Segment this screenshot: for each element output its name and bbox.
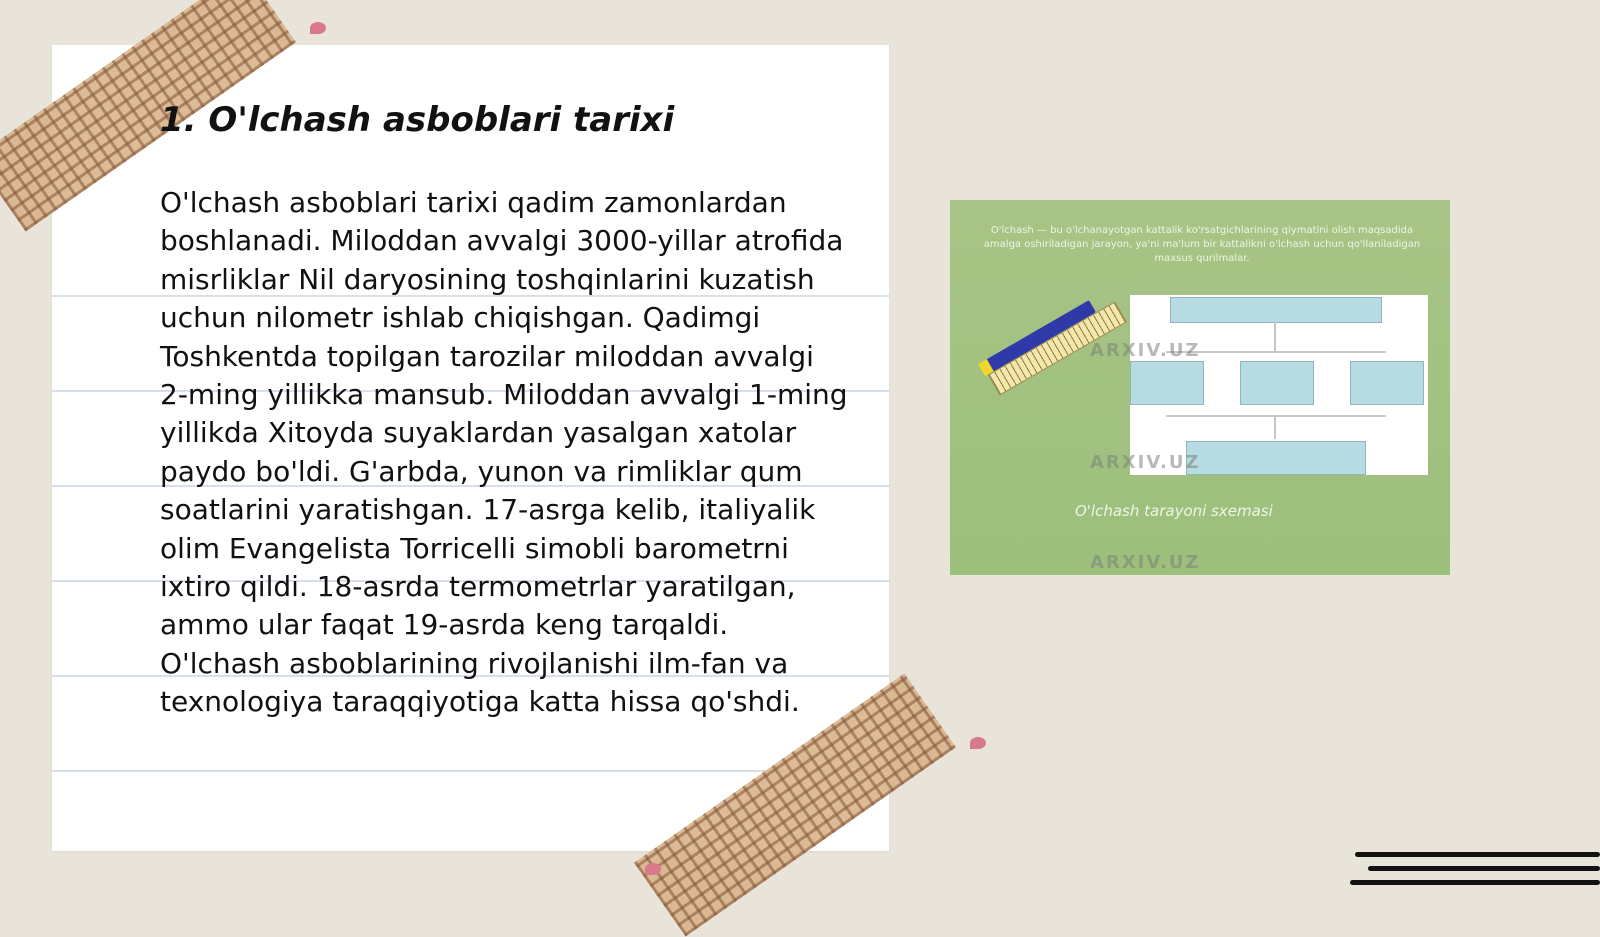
diagram-box bbox=[1130, 361, 1204, 405]
diagram-image bbox=[950, 200, 1450, 575]
diagram-box bbox=[1170, 297, 1382, 323]
process-diagram bbox=[1130, 295, 1428, 475]
pin-decoration bbox=[645, 863, 661, 875]
image-caption: O'lchash tarayoni sxemasi bbox=[1075, 502, 1273, 520]
watermark-text: ARXIV.UZ bbox=[1090, 552, 1201, 573]
brush-strokes-decoration bbox=[1350, 852, 1600, 892]
pin-decoration bbox=[970, 737, 986, 749]
watermark-text: ARXIV.UZ bbox=[1090, 340, 1201, 361]
slide-body-text: O'lchash asboblari tarixi qadim zamonlardan boshlanadi. Miloddan avvalgi 3000-yillar atrofida misrliklar Nil daryosining toshqinlarini kuzatish uchun nilometr ishlab chiqishgan. Qadimgi Toshkentda topilgan tarozilar miloddan avvalgi 2-ming yillikka mansub. Miloddan avvalgi 1-ming yillikda Xitoyda suyaklardan yasalgan xatolar paydo bo'ldi. G'arbda, yunon va rimliklar qum soatlarini yaratishgan. 17-asrga kelib, italiyalik olim Evangelista Torricelli simobli barometrni ixtiro qildi. 18-asrda termometrlar yaratilgan, ammo ular faqat 19-asrda keng tarqaldi. O'lchash asboblarining rivojlanishi ilm-fan va texnologiya taraqqiyotiga katta hissa qo'shdi. bbox=[160, 186, 848, 719]
slide-title: 1. O'lchash asboblari tarixi bbox=[160, 100, 675, 140]
watermark-text: ARXIV.UZ bbox=[1090, 452, 1201, 473]
diagram-box bbox=[1350, 361, 1424, 405]
pin-decoration bbox=[310, 22, 326, 34]
image-top-text: O'lchash — bu o'lchanayotgan kattalik ko'rsatgichlarining qiymatini olish maqsadida amalga oshiriladigan jarayon, ya'ni ma'lum bir kattalikni o'lchash uchun qo'llaniladigan maxsus qurilmalar. bbox=[983, 225, 1421, 264]
diagram-box bbox=[1186, 441, 1366, 475]
diagram-box bbox=[1240, 361, 1314, 405]
